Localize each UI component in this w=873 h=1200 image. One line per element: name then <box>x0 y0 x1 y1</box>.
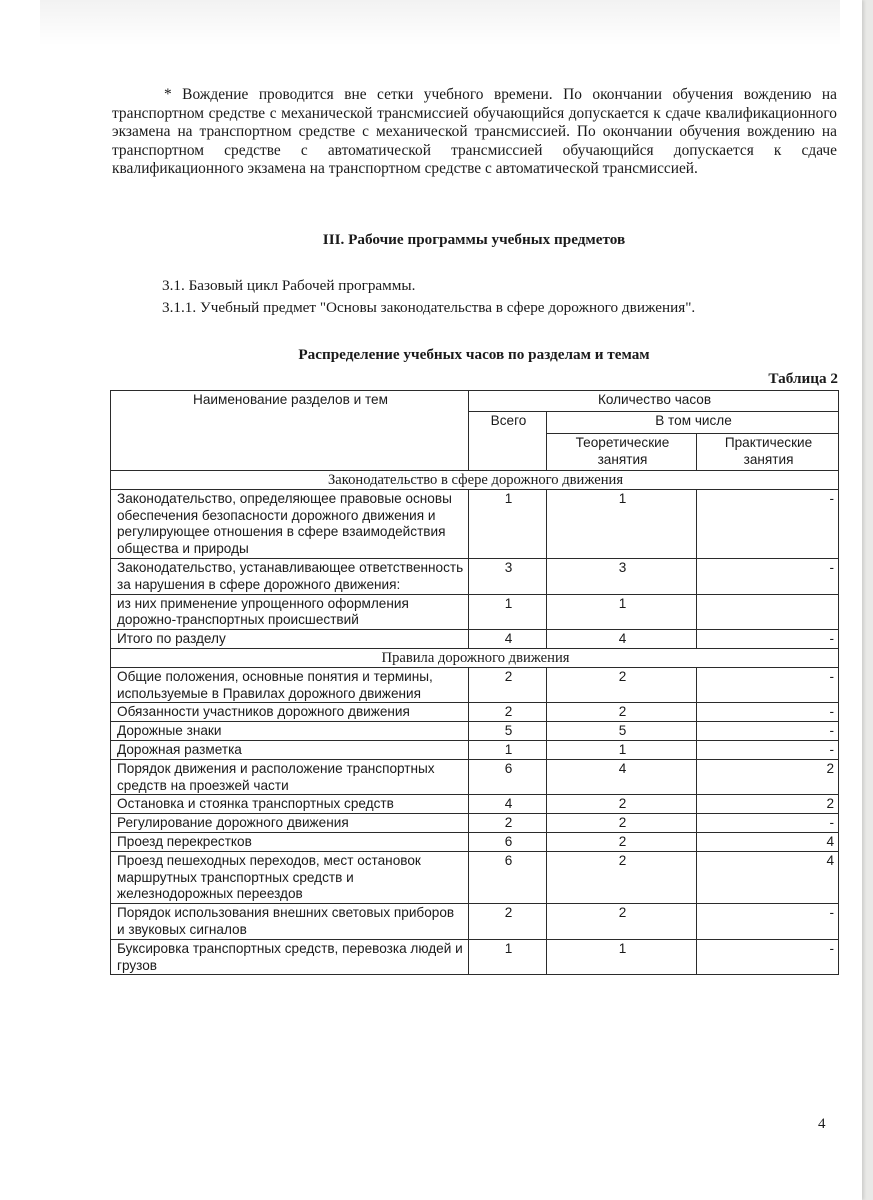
theory-hours: 2 <box>547 851 697 903</box>
practice-hours: - <box>697 939 839 975</box>
practice-hours: - <box>697 703 839 722</box>
total-hours: 5 <box>469 722 547 741</box>
theory-hours: 4 <box>547 630 697 649</box>
header-name: Наименование разделов и тем <box>111 391 469 471</box>
topic-name: Буксировка транспортных средств, перевозка людей и грузов <box>111 939 469 975</box>
theory-hours: 4 <box>547 759 697 795</box>
section-total-label: Итого по разделу <box>111 630 469 649</box>
practice-hours: - <box>697 814 839 833</box>
theory-hours: 2 <box>547 832 697 851</box>
header-total: Всего <box>469 412 547 471</box>
theory-hours: 1 <box>547 489 697 558</box>
header-theory: Теоретические занятия <box>547 434 697 471</box>
practice-hours: - <box>697 558 839 594</box>
table-row <box>111 594 839 630</box>
total-hours: 4 <box>469 630 547 649</box>
total-hours: 2 <box>469 904 547 940</box>
theory-hours: 2 <box>547 667 697 703</box>
theory-hours: 1 <box>547 740 697 759</box>
total-hours: 6 <box>469 832 547 851</box>
header-practice: Практические занятия <box>697 434 839 471</box>
topic-name: из них применение упрощенного оформления дорожно-транспортных происшествий <box>111 594 469 630</box>
practice-hours: - <box>697 489 839 558</box>
practice-hours <box>697 594 839 630</box>
theory-hours: 1 <box>547 594 697 630</box>
table-row <box>111 795 839 814</box>
topic-name: Общие положения, основные понятия и термины, используемые в Правилах дорожного движения <box>111 667 469 703</box>
total-hours: 6 <box>469 759 547 795</box>
table-row <box>111 630 839 649</box>
theory-hours: 2 <box>547 814 697 833</box>
table-number-label: Таблица 2 <box>768 370 838 387</box>
total-hours: 4 <box>469 795 547 814</box>
table-row <box>111 722 839 741</box>
topic-name: Законодательство, устанавливающее ответственность за нарушения в сфере дорожного движения: <box>111 558 469 594</box>
total-hours: 2 <box>469 667 547 703</box>
section-title-cell: Правила дорожного движения <box>111 648 839 667</box>
section-heading: III. Рабочие программы учебных предметов <box>322 231 626 248</box>
total-hours: 2 <box>469 703 547 722</box>
total-hours: 1 <box>469 489 547 558</box>
practice-hours: - <box>697 740 839 759</box>
section-row <box>111 648 839 667</box>
section-row <box>111 471 839 490</box>
practice-hours: 2 <box>697 795 839 814</box>
table-row <box>111 558 839 594</box>
header-hours: Количество часов <box>469 391 839 412</box>
practice-hours: - <box>697 904 839 940</box>
topic-name: Проезд пешеходных переходов, мест остановок маршрутных транспортных средств и железнодорожных переездов <box>111 851 469 903</box>
topic-name: Законодательство, определяющее правовые основы обеспечения безопасности дорожного движения и регулирующее отношения в сфере взаимодействия общества и природы <box>111 489 469 558</box>
header-including: В том числе <box>547 412 839 434</box>
total-hours: 1 <box>469 939 547 975</box>
theory-hours: 2 <box>547 795 697 814</box>
total-hours: 3 <box>469 558 547 594</box>
practice-hours: - <box>697 667 839 703</box>
table-row <box>111 759 839 795</box>
table-row <box>111 939 839 975</box>
table-row <box>111 832 839 851</box>
total-hours: 1 <box>469 740 547 759</box>
topic-name: Дорожная разметка <box>111 740 469 759</box>
practice-hours: - <box>697 630 839 649</box>
table-row <box>111 667 839 703</box>
table-title: Распределение учебных часов по разделам и темам <box>298 346 650 363</box>
table-row <box>111 489 839 558</box>
total-hours: 2 <box>469 814 547 833</box>
page-number: 4 <box>818 1116 826 1132</box>
theory-hours: 2 <box>547 703 697 722</box>
theory-hours: 2 <box>547 904 697 940</box>
hours-table <box>110 390 839 975</box>
table-body <box>111 471 839 975</box>
practice-hours: 2 <box>697 759 839 795</box>
topic-name: Дорожные знаки <box>111 722 469 741</box>
theory-hours: 3 <box>547 558 697 594</box>
total-hours: 1 <box>469 594 547 630</box>
practice-hours: 4 <box>697 832 839 851</box>
table-row <box>111 851 839 903</box>
table-row <box>111 904 839 940</box>
subject-line: 3.1.1. Учебный предмет "Основы законодательства в сфере дорожного движения". <box>162 299 696 316</box>
footnote-paragraph: * Вождение проводится вне сетки учебного времени. По окончании обучения вождению на транспортном средстве с механической трансмиссией обучающийся допускается к сдаче квалификационного экзамена на транспортном средстве с механической трансмиссией. По окончании обучения вождению на транспортном средстве с автоматической трансмиссией обучающийся допускается к сдаче квалификационного экзамена на транспортном средстве с автоматической трансмиссией. <box>112 86 837 178</box>
theory-hours: 1 <box>547 939 697 975</box>
topic-name: Порядок использования внешних световых приборов и звуковых сигналов <box>111 904 469 940</box>
subsection-line: 3.1. Базовый цикл Рабочей программы. <box>162 277 416 294</box>
topic-name: Остановка и стоянка транспортных средств <box>111 795 469 814</box>
practice-hours: 4 <box>697 851 839 903</box>
total-hours: 6 <box>469 851 547 903</box>
topic-name: Обязанности участников дорожного движения <box>111 703 469 722</box>
scan-shadow-band <box>40 0 840 46</box>
practice-hours: - <box>697 722 839 741</box>
table-row <box>111 740 839 759</box>
topic-name: Регулирование дорожного движения <box>111 814 469 833</box>
table-row <box>111 814 839 833</box>
topic-name: Порядок движения и расположение транспортных средств на проезжей части <box>111 759 469 795</box>
theory-hours: 5 <box>547 722 697 741</box>
section-title-cell: Законодательство в сфере дорожного движения <box>111 471 839 490</box>
table-row <box>111 703 839 722</box>
topic-name: Проезд перекрестков <box>111 832 469 851</box>
